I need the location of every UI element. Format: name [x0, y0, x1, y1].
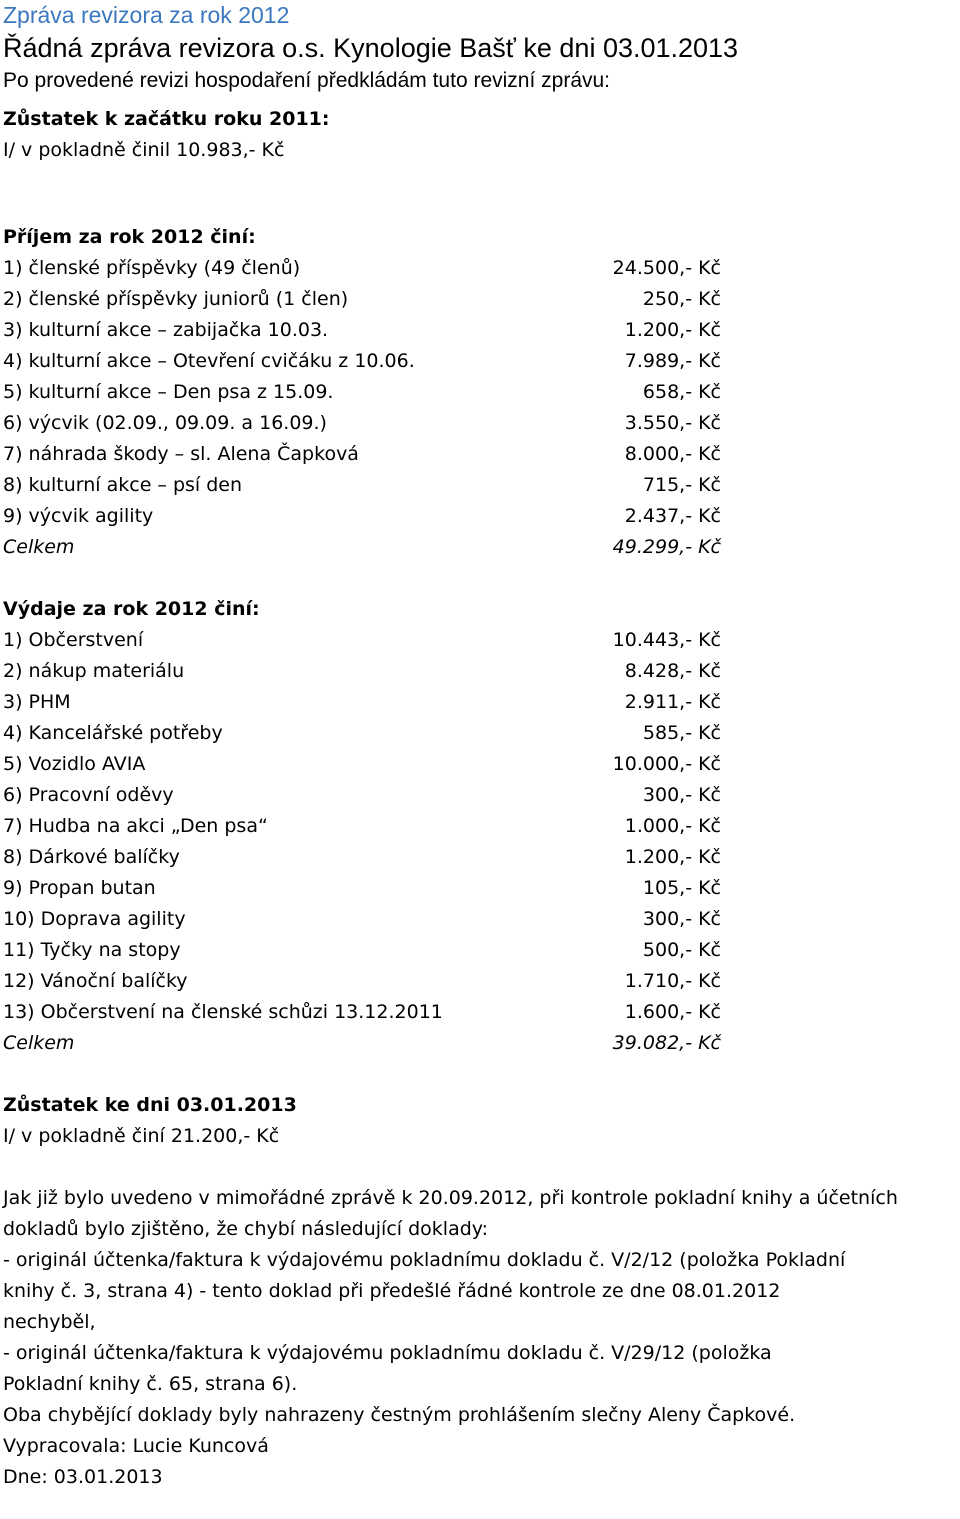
- expense-row: [3, 935, 958, 966]
- notes-line: Jak již bylo uvedeno v mimořádné zprávě k 20.09.2012, při kontrole pokladní knihy a účetních: [3, 1187, 898, 1209]
- income-amount: 8.000,- Kč: [624, 443, 721, 465]
- expense-row: [3, 625, 958, 656]
- expense-label: 2) nákup materiálu: [3, 660, 185, 682]
- expense-label: 13) Občerstvení na členské schůzi 13.12.2011: [3, 1001, 443, 1023]
- expense-row: [3, 842, 958, 873]
- income-total-amount: 49.299,- Kč: [612, 536, 721, 558]
- expense-row: [3, 749, 958, 780]
- expense-label: 6) Pracovní oděvy: [3, 784, 174, 806]
- income-label: 9) výcvik agility: [3, 505, 154, 527]
- expense-row: [3, 656, 958, 687]
- closing-balance-text: I/ v pokladně činí 21.200,- Kč: [3, 1125, 280, 1147]
- expense-amount: 500,- Kč: [642, 939, 721, 961]
- author-line: Vypracovala: Lucie Kuncová: [3, 1435, 269, 1457]
- expense-label: 4) Kancelářské potřeby: [3, 722, 223, 744]
- expense-amount: 1.200,- Kč: [624, 846, 721, 868]
- expense-row: [3, 780, 958, 811]
- notes-line: Oba chybějící doklady byly nahrazeny čestným prohlášením slečny Aleny Čapkové.: [3, 1404, 796, 1426]
- expense-label: 8) Dárkové balíčky: [3, 846, 180, 868]
- date-line: Dne: 03.01.2013: [3, 1466, 163, 1488]
- income-label: 8) kulturní akce – psí den: [3, 474, 243, 496]
- expense-row: [3, 966, 958, 997]
- expense-label: 10) Doprava agility: [3, 908, 186, 930]
- income-row: [3, 439, 958, 470]
- expense-label: 11) Tyčky na stopy: [3, 939, 181, 961]
- expense-label: 12) Vánoční balíčky: [3, 970, 188, 992]
- expense-label: 3) PHM: [3, 691, 71, 713]
- report-subtitle: Řádná zpráva revizora o.s. Kynologie Bašť ke dni 03.01.2013: [3, 33, 739, 63]
- expense-amount: 8.428,- Kč: [624, 660, 721, 682]
- expense-row: [3, 811, 958, 842]
- income-amount: 24.500,- Kč: [612, 257, 721, 279]
- report-title: Zpráva revizora za rok 2012: [3, 2, 290, 28]
- expense-amount: 10.000,- Kč: [612, 753, 721, 775]
- income-row: [3, 253, 958, 284]
- notes-line: Pokladní knihy č. 65, strana 6).: [3, 1373, 298, 1395]
- expense-row: [3, 873, 958, 904]
- income-row: [3, 408, 958, 439]
- income-label: 5) kulturní akce – Den psa z 15.09.: [3, 381, 334, 403]
- notes-line: nechyběl,: [3, 1311, 96, 1333]
- expense-amount: 300,- Kč: [642, 908, 721, 930]
- income-list: [3, 253, 958, 563]
- expense-amount: 1.600,- Kč: [624, 1001, 721, 1023]
- income-amount: 1.200,- Kč: [624, 319, 721, 341]
- expense-row: [3, 997, 958, 1028]
- income-row: [3, 284, 958, 315]
- expenses-total-label: Celkem: [3, 1032, 75, 1054]
- expense-amount: 2.911,- Kč: [624, 691, 721, 713]
- closing-balance-heading: Zůstatek ke dni 03.01.2013: [3, 1094, 297, 1116]
- notes-section: [3, 1183, 958, 1493]
- expense-label: 5) Vozidlo AVIA: [3, 753, 146, 775]
- expense-amount: 300,- Kč: [642, 784, 721, 806]
- notes-line: knihy č. 3, strana 4) - tento doklad při předešlé řádné kontrole ze dne 08.01.2012: [3, 1280, 781, 1302]
- expense-label: 1) Občerstvení: [3, 629, 144, 651]
- expenses-heading: Výdaje za rok 2012 činí:: [3, 598, 260, 620]
- income-heading: Příjem za rok 2012 činí:: [3, 226, 256, 248]
- expense-amount: 585,- Kč: [642, 722, 721, 744]
- income-amount: 658,- Kč: [642, 381, 721, 403]
- income-amount: 715,- Kč: [642, 474, 721, 496]
- income-total-label: Celkem: [3, 536, 75, 558]
- expense-row: [3, 687, 958, 718]
- income-amount: 250,- Kč: [642, 288, 721, 310]
- income-row: [3, 470, 958, 501]
- income-row: [3, 501, 958, 532]
- expenses-total-amount: 39.082,- Kč: [612, 1032, 721, 1054]
- income-label: 4) kulturní akce – Otevření cvičáku z 10.06.: [3, 350, 415, 372]
- income-total-row: [3, 532, 958, 563]
- income-row: [3, 315, 958, 346]
- income-amount: 3.550,- Kč: [624, 412, 721, 434]
- expense-label: 7) Hudba na akci „Den psa“: [3, 815, 268, 837]
- income-label: 2) členské příspěvky juniorů (1 člen): [3, 288, 349, 310]
- expense-amount: 1.710,- Kč: [624, 970, 721, 992]
- notes-line: dokladů bylo zjištěno, že chybí následující doklady:: [3, 1218, 489, 1240]
- expense-amount: 10.443,- Kč: [612, 629, 721, 651]
- expenses-list: [3, 625, 958, 1059]
- report-document: [3, 0, 958, 1493]
- notes-line: - originál účtenka/faktura k výdajovému pokladnímu dokladu č. V/2/12 (položka Pokladní: [3, 1249, 846, 1271]
- notes-line: - originál účtenka/faktura k výdajovému pokladnímu dokladu č. V/29/12 (položka: [3, 1342, 772, 1364]
- expense-label: 9) Propan butan: [3, 877, 156, 899]
- income-label: 3) kulturní akce – zabijačka 10.03.: [3, 319, 329, 341]
- report-intro: Po provedené revizi hospodaření předkládám tuto revizní zprávu:: [3, 69, 611, 92]
- expense-amount: 1.000,- Kč: [624, 815, 721, 837]
- income-label: 7) náhrada škody – sl. Alena Čapková: [3, 443, 359, 465]
- opening-balance-text: I/ v pokladně činil 10.983,- Kč: [3, 139, 285, 161]
- income-amount: 7.989,- Kč: [624, 350, 721, 372]
- expense-amount: 105,- Kč: [642, 877, 721, 899]
- income-amount: 2.437,- Kč: [624, 505, 721, 527]
- income-label: 6) výcvik (02.09., 09.09. a 16.09.): [3, 412, 327, 434]
- income-label: 1) členské příspěvky (49 členů): [3, 257, 301, 279]
- expense-row: [3, 718, 958, 749]
- expenses-total-row: [3, 1028, 958, 1059]
- opening-balance-heading: Zůstatek k začátku roku 2011:: [3, 108, 330, 130]
- income-row: [3, 346, 958, 377]
- income-row: [3, 377, 958, 408]
- expense-row: [3, 904, 958, 935]
